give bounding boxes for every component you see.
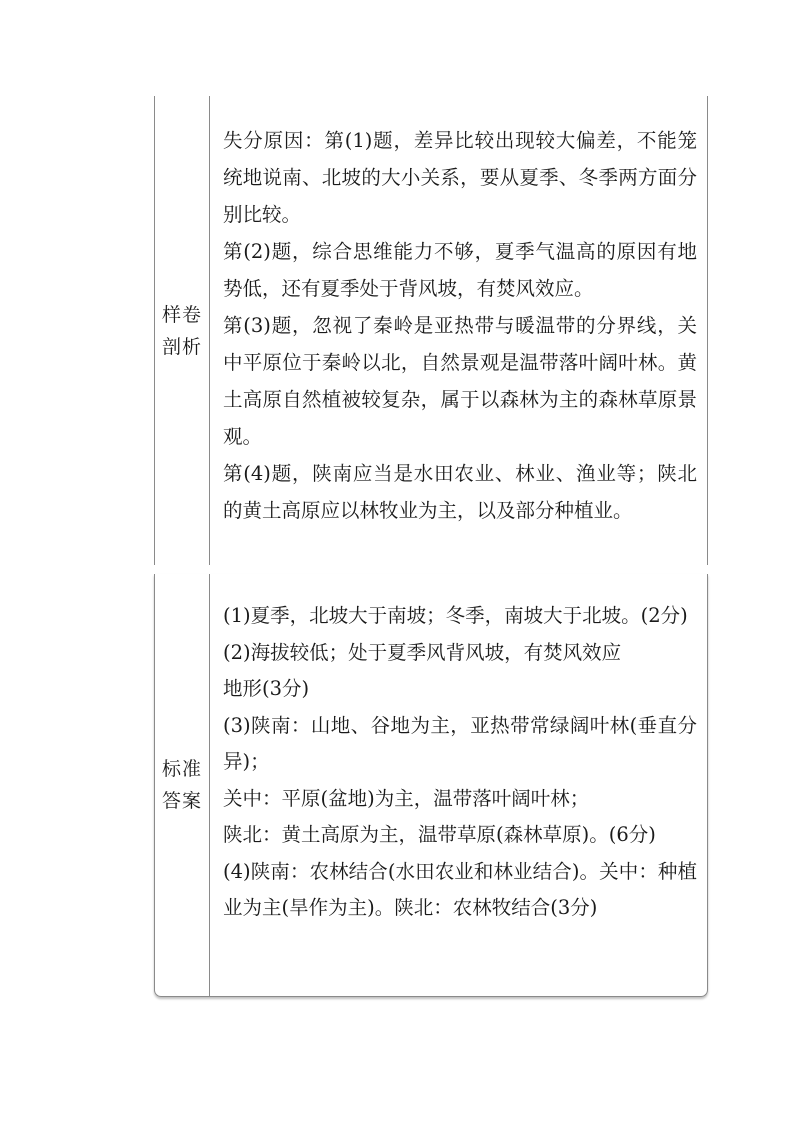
paragraph: 关中：平原(盆地)为主，温带落叶阔叶林； [223,786,590,810]
paragraph: (4)陕南：农林结合(水田农业和林业结合)。关中：种植业为主(旱作为主)。陕北：农林牧结合(3分) [223,859,697,919]
analysis-section [154,96,708,565]
section-content [223,122,697,529]
paragraph: 地形(3分) [223,677,310,700]
paragraph: 失分原因：第(1)题，差异比较出现较大偏差，不能笼统地说南、北坡的大小关系，要从夏季、冬季两方面分别比较。 [223,129,697,226]
section-label: 标准答案 [161,758,202,812]
answer-section [154,574,708,997]
section-label: 样卷剖析 [161,303,202,358]
paragraph: (3)陕南：山地、谷地为主，亚热带常绿阔叶林(垂直分异)； [223,713,697,773]
paragraph: (2)海拔较低；处于夏季风背风坡，有焚风效应 [223,640,622,664]
section-label-cell [155,96,210,565]
paragraph: 第(2)题，综合思维能力不够，夏季气温高的原因有地势低，还有夏季处于背风坡，有焚风效应。 [223,240,697,300]
section-label-cell [155,574,210,996]
paragraph: (1)夏季，北坡大于南坡；冬季，南坡大于北坡。(2分) [223,604,688,627]
paragraph: 陕北：黄土高原为主，温带草原(森林草原)。(6分) [223,823,656,846]
paragraph: 第(3)题，忽视了秦岭是亚热带与暖温带的分界线，关中平原位于秦岭以北，自然景观是温带落叶阔叶林。黄土高原自然植被较复杂，属于以森林为主的森林草原景观。 [223,314,697,448]
section-content [223,598,697,927]
paragraph: 第(4)题，陕南应当是水田农业、林业、渔业等；陕北的黄土高原应以林牧业为主，以及部分种植业。 [223,462,697,522]
